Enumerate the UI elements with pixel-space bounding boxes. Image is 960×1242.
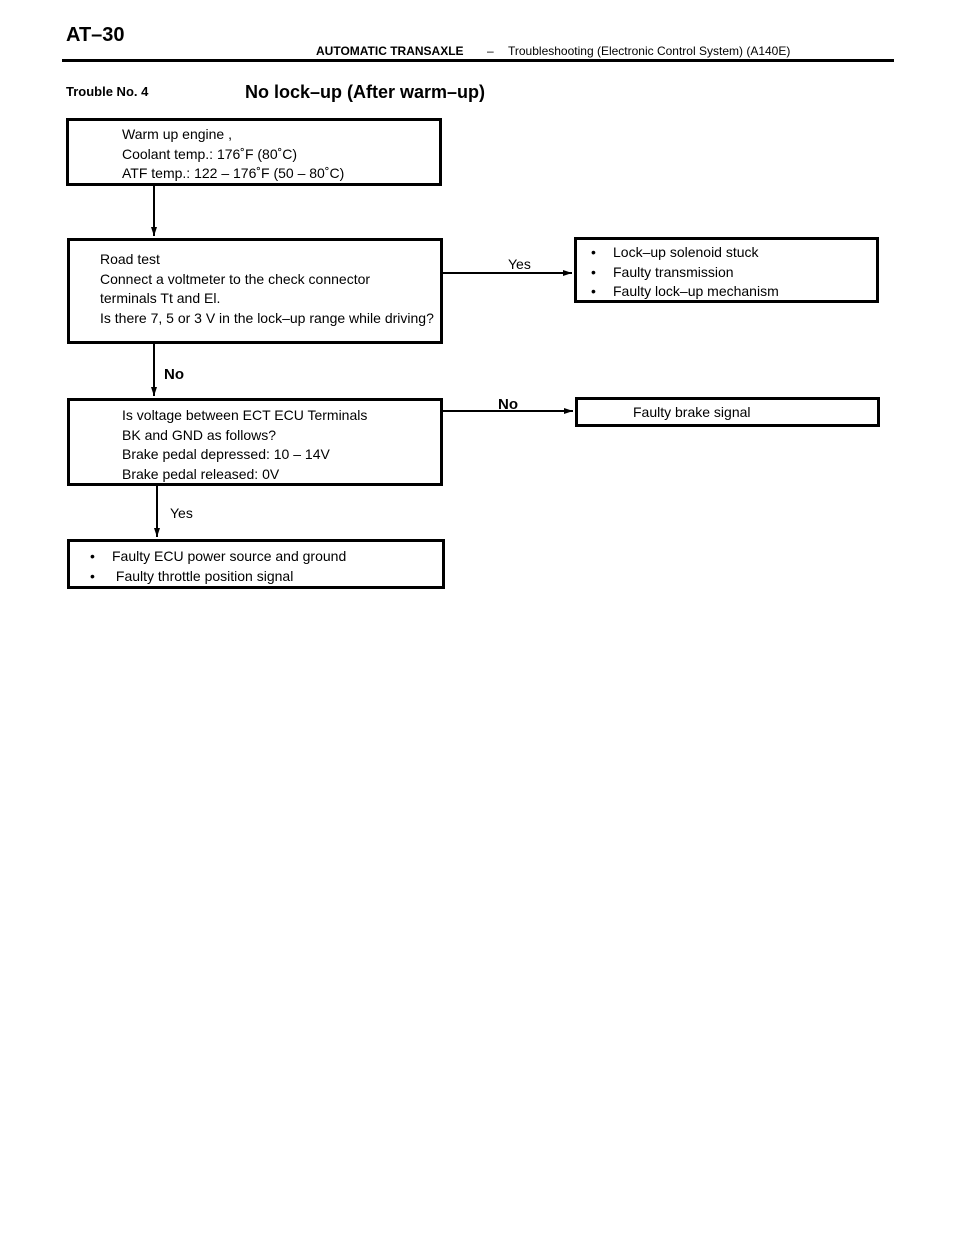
step2-line: terminals Tt and El.	[100, 290, 221, 306]
no-label: No	[498, 396, 518, 413]
step-brake-voltage-box	[67, 398, 443, 486]
bullet-icon: •	[591, 263, 596, 280]
step1-line: Coolant temp.: 176˚F (80˚C)	[122, 145, 298, 162]
page-number: AT–30	[66, 24, 125, 46]
result-item	[591, 263, 876, 283]
result-item	[591, 282, 876, 302]
result-item-text: Faulty lock–up mechanism	[613, 283, 779, 299]
step-road-test-box	[67, 238, 443, 344]
header-separator: –	[487, 44, 494, 58]
result-item-text: Faulty throttle position signal	[112, 567, 294, 584]
step3-line: Brake pedal depressed: 10 – 14V	[122, 446, 330, 462]
section-title: AUTOMATIC TRANSAXLE	[316, 44, 464, 58]
result-item	[90, 567, 442, 587]
result-ecu-power-box	[67, 539, 445, 589]
yes-label: Yes	[508, 256, 531, 272]
result-item-text: Faulty transmission	[613, 263, 734, 280]
result-item-text: Faulty ECU power source and ground	[112, 548, 347, 564]
step3-line: BK and GND as follows?	[122, 426, 277, 443]
step2-line: Connect a voltmeter to the check connector	[100, 270, 371, 287]
yes-label: Yes	[170, 505, 193, 521]
result-text: Faulty brake signal	[633, 404, 751, 420]
trouble-title: No lock–up (After warm–up)	[245, 82, 486, 102]
step1-line: Warm up engine ,	[122, 126, 232, 142]
step1-line: ATF temp.: 122 – 176˚F (50 – 80˚C)	[122, 165, 345, 181]
step2-line: Road test	[100, 251, 160, 267]
step-warm-up-box	[66, 118, 442, 186]
step2-line: Is there 7, 5 or 3 V in the lock–up range while driving?	[100, 309, 434, 326]
no-label: No	[164, 366, 184, 383]
bullet-icon: •	[591, 244, 596, 260]
trouble-number: Trouble No. 4	[66, 84, 149, 99]
result-item-text: Lock–up solenoid stuck	[613, 244, 759, 260]
result-lockup-box	[574, 237, 879, 303]
bullet-icon: •	[90, 548, 95, 564]
result-brake-signal-box	[575, 397, 880, 427]
bullet-icon: •	[591, 283, 596, 299]
result-item	[591, 243, 876, 263]
result-item	[90, 547, 442, 567]
bullet-icon: •	[90, 567, 95, 584]
step3-line: Is voltage between ECT ECU Terminals	[122, 407, 368, 423]
step3-line: Brake pedal released: 0V	[122, 465, 280, 482]
subsection-title: Troubleshooting (Electronic Control System) (A140E)	[508, 44, 791, 58]
